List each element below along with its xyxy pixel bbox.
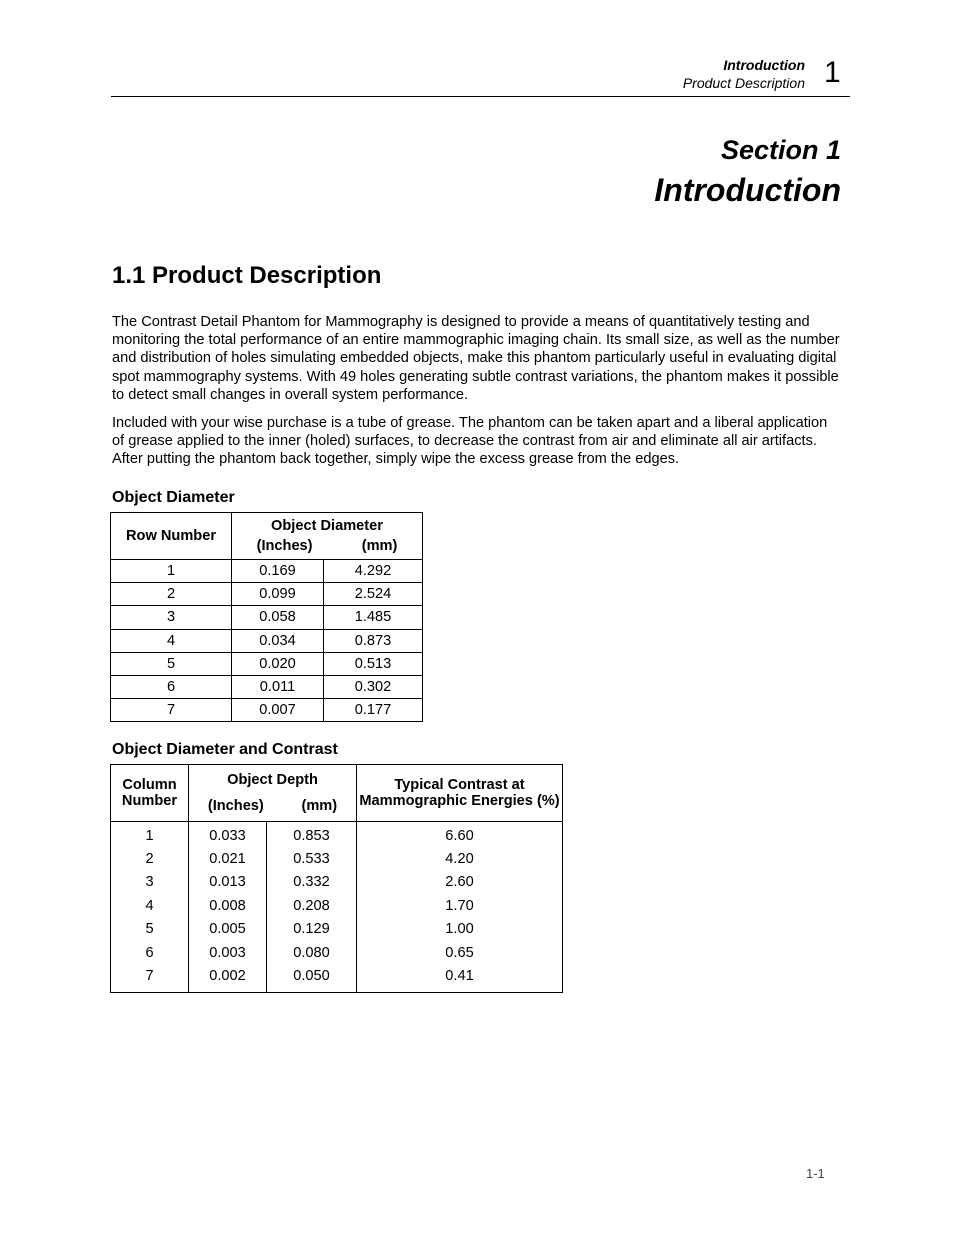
table-cell: 0.050 [267, 964, 357, 992]
table-row [111, 560, 423, 583]
table-cell: 0.002 [189, 964, 267, 992]
table-header-inches: (Inches) [207, 798, 264, 814]
paragraph: Included with your wise purchase is a tube of grease. The phantom can be taken apart and a liberal application of grease applied to the inner (holed) surfaces, to decrease the contrast from air and eliminate all air artifacts. After putting the phantom back together, simply wipe the excess grease from the edges. [112, 415, 828, 468]
table-cell: 0.873 [324, 629, 423, 652]
header-subsection: Product Description [682, 75, 805, 91]
table-cell: 3 [111, 606, 232, 629]
table-row [111, 822, 563, 848]
table-caption: Object Diameter and Contrast [112, 741, 338, 758]
running-header [683, 56, 805, 92]
section-label: Section 1 [720, 135, 841, 165]
table-cell: 0.020 [232, 652, 324, 675]
table-cell: 3 [111, 871, 189, 894]
table-cell: 2.524 [324, 583, 423, 606]
table-header-mm: (mm) [301, 798, 338, 814]
header-rule [111, 96, 850, 97]
table-row [111, 894, 563, 917]
table-header-column-number [111, 765, 189, 822]
chapter-number: 1 [824, 56, 841, 89]
table-cell: 0.65 [357, 941, 563, 964]
header-section: Introduction [723, 57, 805, 73]
table-row [111, 941, 563, 964]
table-header-group: Object Diameter [271, 518, 383, 534]
table-cell: 1.70 [357, 894, 563, 917]
table-cell: 4.292 [324, 560, 423, 583]
table-row [111, 699, 423, 722]
table-header-contrast: Typical Contrast at Mammographic Energies (%) [357, 765, 563, 822]
table-cell: 0.021 [189, 847, 267, 870]
table-header-inches: (Inches) [256, 538, 313, 554]
table-cell: 5 [111, 918, 189, 941]
table-cell: 4.20 [357, 847, 563, 870]
table-cell: 0.099 [232, 583, 324, 606]
object-diameter-table [110, 512, 423, 722]
table-cell: 0.008 [189, 894, 267, 917]
table-cell: 0.003 [189, 941, 267, 964]
table-header-mm: (mm) [361, 538, 398, 554]
table-cell: 6 [111, 675, 232, 698]
table-cell: 4 [111, 629, 232, 652]
table-row [111, 918, 563, 941]
table-row [111, 652, 423, 675]
table-cell: 0.332 [267, 871, 357, 894]
subsection-heading: 1.1 Product Description [112, 262, 382, 289]
table-cell: 0.513 [324, 652, 423, 675]
table-row [111, 583, 423, 606]
table-cell: 0.034 [232, 629, 324, 652]
table-cell: 0.533 [267, 847, 357, 870]
table-cell: 0.853 [267, 822, 357, 848]
paragraph: The Contrast Detail Phantom for Mammography is designed to provide a means of quantitatively testing and monitoring the total performance of an entire mammographic imaging chain. Its small size, as well as the number and distribution of holes simulating embedded objects, make this phantom particularly useful in evaluating digital spot mammography systems. With 49 holes generating subtle contrast variations, the phantom makes it possible to detect small changes in overall system performance. [112, 314, 840, 403]
table-cell: 0.169 [232, 560, 324, 583]
object-contrast-table [110, 764, 563, 993]
table-cell: 2 [111, 847, 189, 870]
table-cell: 0.005 [189, 918, 267, 941]
table-row [111, 606, 423, 629]
table-header-column-line2: Number [121, 793, 178, 809]
table-cell: 0.007 [232, 699, 324, 722]
table-row [111, 629, 423, 652]
table-row [111, 964, 563, 992]
table-cell: 1 [111, 822, 189, 848]
table-cell: 0.302 [324, 675, 423, 698]
table-row [111, 675, 423, 698]
table-cell: 0.013 [189, 871, 267, 894]
table-cell: 2.60 [357, 871, 563, 894]
table-header-object-diameter [232, 513, 423, 560]
table-cell: 0.080 [267, 941, 357, 964]
table-cell: 0.41 [357, 964, 563, 992]
table-cell: 1 [111, 560, 232, 583]
table-cell: 5 [111, 652, 232, 675]
section-title: Introduction [654, 172, 841, 208]
table-cell: 4 [111, 894, 189, 917]
table-cell: 1.485 [324, 606, 423, 629]
table-caption: Object Diameter [112, 489, 235, 506]
table-cell: 2 [111, 583, 232, 606]
table-header-group: Object Depth [227, 772, 318, 788]
table-row [111, 871, 563, 894]
table-header-row-number: Row Number [111, 513, 232, 560]
table-cell: 6.60 [357, 822, 563, 848]
table-cell: 0.033 [189, 822, 267, 848]
table-cell: 6 [111, 941, 189, 964]
table-cell: 0.177 [324, 699, 423, 722]
table-cell: 0.011 [232, 675, 324, 698]
table-cell: 7 [111, 964, 189, 992]
table-cell: 7 [111, 699, 232, 722]
table-header-object-depth [189, 765, 357, 822]
table-cell: 1.00 [357, 918, 563, 941]
table-header-column-line1: Column [122, 777, 177, 793]
page-number: 1-1 [806, 1166, 825, 1181]
table-cell: 0.058 [232, 606, 324, 629]
table-cell: 0.129 [267, 918, 357, 941]
table-row [111, 847, 563, 870]
table-cell: 0.208 [267, 894, 357, 917]
